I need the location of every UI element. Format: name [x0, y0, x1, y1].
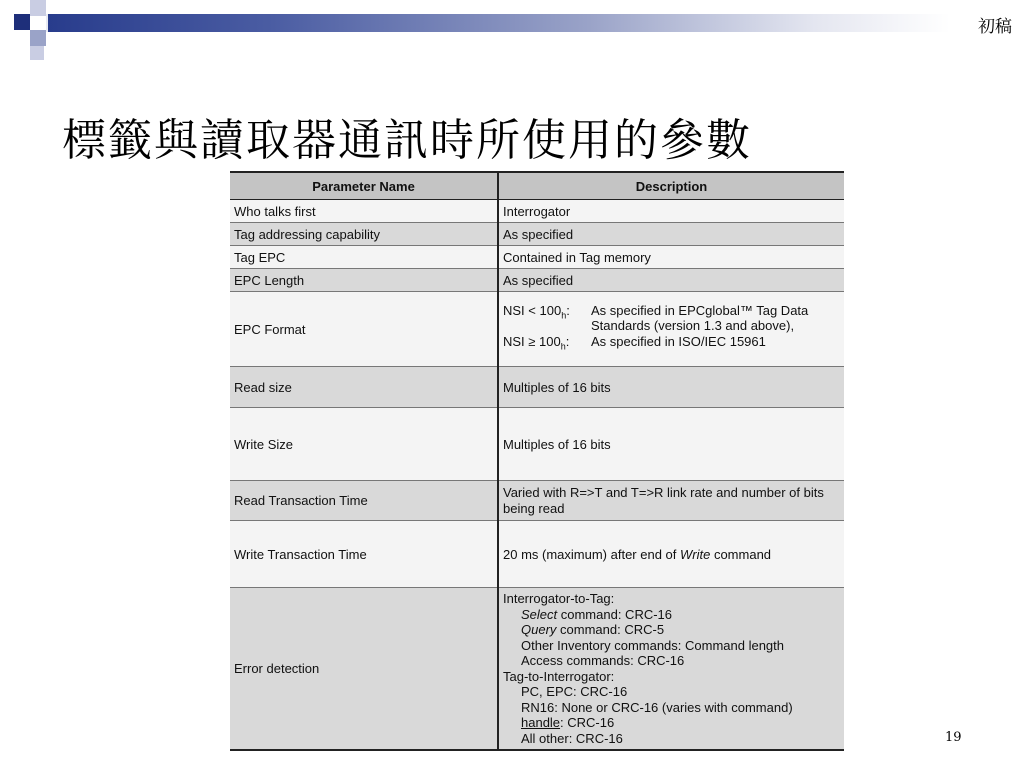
error-other-inventory: Other Inventory commands: Command length: [521, 637, 785, 653]
epc-format-text: As specified in ISO/IEC 15961: [591, 333, 766, 349]
epc-format-text: As specified in EPCglobal™ Tag Data Standards (version 1.3 and above),: [591, 302, 809, 334]
page-number: 19: [945, 730, 962, 745]
desc-emphasis: Write: [680, 546, 711, 562]
error-query: [503, 622, 840, 638]
desc-text: command: CRC-5: [556, 622, 665, 637]
nsi-colon: :: [565, 333, 570, 349]
param-name: EPC Length: [230, 269, 498, 292]
desc-text: command: CRC-16: [557, 606, 673, 622]
param-name: Who talks first: [230, 200, 498, 223]
desc-emphasis: Select: [521, 606, 558, 622]
param-name: Error detection: [230, 588, 498, 751]
epc-format-label: [503, 303, 591, 334]
desc-text: : CRC-16: [560, 715, 615, 730]
decor-square: [30, 30, 46, 46]
param-name: Tag addressing capability: [230, 223, 498, 246]
draft-label: 初稿: [978, 17, 1012, 37]
slide-title: 標籤與讀取器通訊時所使用的參數: [62, 115, 752, 166]
error-pc-epc: PC, EPC: CRC-16: [521, 684, 628, 699]
table-row: [230, 200, 844, 223]
header-gradient-bar: [48, 14, 950, 32]
column-header-description: Description: [498, 172, 844, 200]
epc-format-line: [503, 334, 840, 355]
table-row: [230, 269, 844, 292]
param-description: [498, 521, 844, 588]
table-header-row: [230, 172, 844, 200]
error-rn16: RN16: None or CRC-16 (varies with command): [521, 699, 793, 715]
table-row: [230, 481, 844, 521]
error-handle: [503, 715, 840, 731]
nsi-label: NSI < 100: [503, 302, 562, 318]
error-t2i-heading: Tag-to-Interrogator:: [503, 668, 615, 684]
error-i2t-heading: Interrogator-to-Tag:: [503, 591, 615, 606]
table-row: [230, 367, 844, 408]
table-row: [230, 521, 844, 588]
table-row: [230, 588, 844, 751]
desc-emphasis: Query: [521, 622, 557, 637]
error-select: [503, 607, 840, 623]
param-description: Varied with R=>T and T=>R link rate and number of bits being read: [498, 481, 844, 521]
decor-square: [14, 14, 30, 30]
desc-text: 20 ms (maximum) after end of: [503, 546, 680, 562]
epc-format-line: [503, 303, 840, 334]
desc-text: command: [710, 546, 772, 562]
param-name: Write Size: [230, 408, 498, 481]
table-row: [230, 223, 844, 246]
epc-format-label: [503, 334, 591, 355]
param-description: Multiples of 16 bits: [498, 408, 844, 481]
param-name: Tag EPC: [230, 246, 498, 269]
nsi-subscript: h: [560, 341, 566, 352]
decor-square: [30, 0, 46, 16]
error-access: Access commands: CRC-16: [521, 653, 685, 668]
param-name: Read Transaction Time: [230, 481, 498, 521]
table-row: [230, 292, 844, 367]
param-name: Write Transaction Time: [230, 521, 498, 588]
param-description: Contained in Tag memory: [498, 246, 844, 269]
parameter-table: [230, 171, 844, 751]
param-description: [498, 292, 844, 367]
error-all-other: All other: CRC-16: [521, 730, 623, 746]
param-description: As specified: [498, 269, 844, 292]
param-description: Multiples of 16 bits: [498, 367, 844, 408]
table-row: [230, 246, 844, 269]
desc-underlined: handle: [521, 715, 561, 730]
param-description: Interrogator: [498, 200, 844, 223]
param-description: As specified: [498, 223, 844, 246]
nsi-subscript: h: [561, 310, 567, 321]
nsi-label: NSI ≥ 100: [503, 333, 561, 349]
param-name: Read size: [230, 367, 498, 408]
param-name: EPC Format: [230, 292, 498, 367]
param-description: [498, 588, 844, 751]
column-header-parameter-name: Parameter Name: [230, 172, 498, 200]
decor-square: [30, 46, 44, 60]
table-row: [230, 408, 844, 481]
nsi-colon: :: [566, 302, 570, 318]
